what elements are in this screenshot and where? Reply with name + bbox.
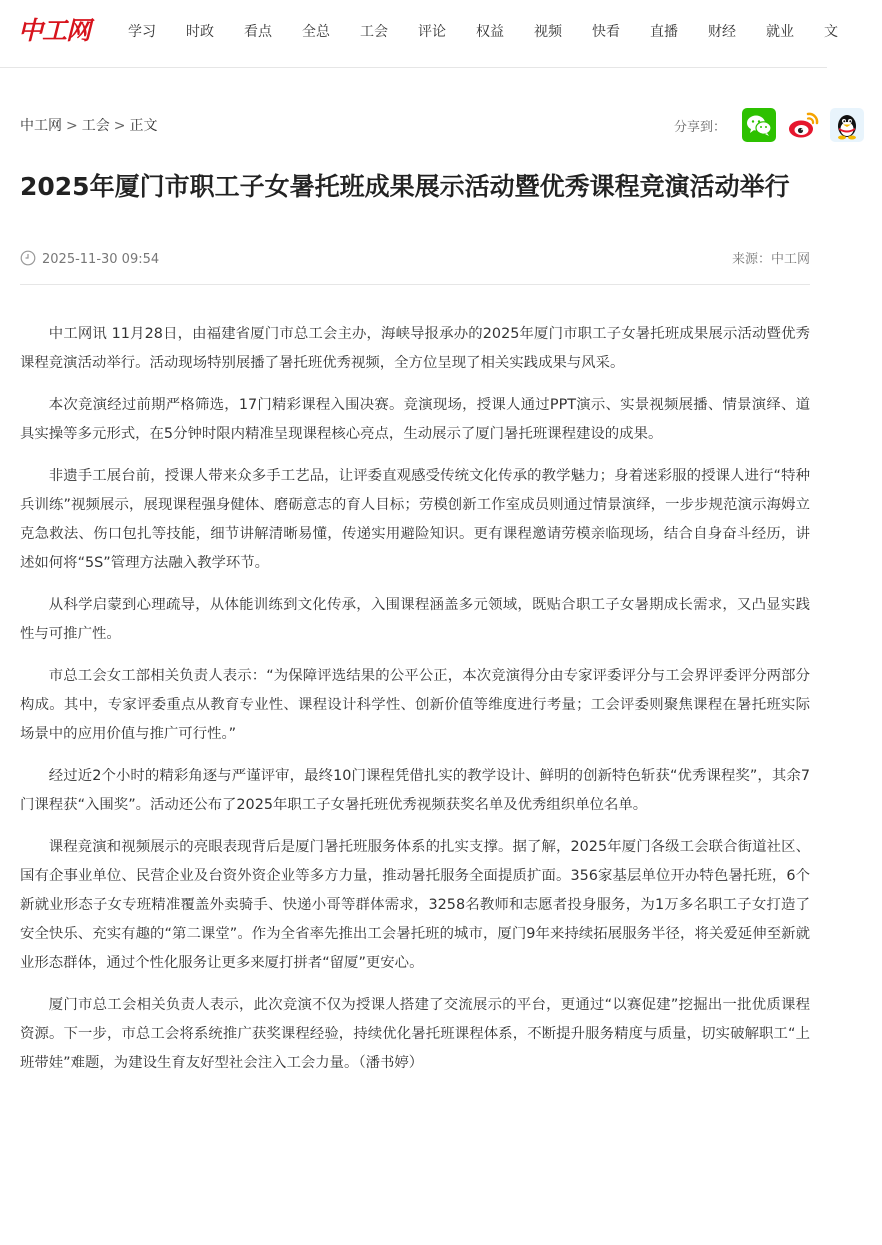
article-title: 2025年厦门市职工子女暑托班成果展示活动暨优秀课程竞演活动举行	[20, 172, 790, 201]
article-paragraph: 中工网讯 11月28日，由福建省厦门市总工会主办，海峡导报承办的2025年厦门市职工子女暑托班成果展示活动暨优秀课程竞演活动举行。活动现场特别展播了暑托班优秀视频，全方位呈现了相关实践成果与风采。	[20, 326, 810, 371]
site-logo[interactable]: 中工网	[18, 16, 91, 45]
article-paragraph: 经过近2个小时的精彩角逐与严谨评审，最终10门课程凭借扎实的教学设计、鲜明的创新特色斩获“优秀课程奖”，其余7门课程获“入围奖”。活动还公布了2025年职工子女暑托班优秀视频获奖名单及优秀组织单位名单。	[20, 768, 810, 813]
nav-item-highlights[interactable]: 看点	[244, 24, 272, 40]
wechat-icon[interactable]	[742, 108, 776, 142]
breadcrumb-section[interactable]: 工会	[81, 118, 110, 134]
nav-item-employment[interactable]: 就业	[766, 24, 794, 40]
publish-date: 2025-11-30 09:54	[42, 252, 160, 267]
article-paragraph: 课程竞演和视频展示的亮眼表现背后是厦门暑托班服务体系的扎实支撑。据了解，2025年厦门各级工会联合街道社区、国有企事业单位、民营企业及台资外资企业等多方力量，推动暑托服务全面提质扩面。356家基层单位开办特色暑托班，6个新就业形态子女专班精准覆盖外卖骑手、快递小哥等群体需求，3258名教师和志愿者投身服务，为1万多名职工子女打造了安全快乐、充实有趣的“第二课堂”。作为全省率先推出工会暑托班的城市，厦门9年来持续拓展服务半径，将关爱延伸至新就业形态群体，通过个性化服务让更多来厦打拼者“留厦”更安心。	[20, 839, 810, 971]
article-meta	[20, 250, 810, 270]
article-paragraph: 本次竞演经过前期严格筛选，17门精彩课程入围决赛。竞演现场，授课人通过PPT演示、实景视频展播、情景演绎、道具实操等多元形式，在5分钟时限内精准呈现课程核心亮点，生动展示了厦门暑托班课程建设的成果。	[20, 397, 810, 442]
article-paragraph: 厦门市总工会相关负责人表示，此次竞演不仅为授课人搭建了交流展示的平台，更通过“以赛促建”挖掘出一批优质课程资源。下一步，市总工会将系统推广获奖课程经验，持续优化暑托班课程体系，不断提升服务精度与质量，切实破解职工“上班带娃”难题，为建设生育友好型社会注入工会力量。（潘书婷）	[20, 997, 810, 1071]
breadcrumb-separator: >	[113, 118, 126, 134]
clock-icon	[20, 250, 36, 266]
breadcrumb	[20, 116, 157, 136]
qq-icon[interactable]	[830, 108, 864, 142]
article-source: 来源：中工网	[731, 252, 810, 267]
share-label: 分享到：	[673, 119, 726, 135]
nav-item-union[interactable]: 工会	[360, 24, 388, 40]
article-paragraph: 非遗手工展台前，授课人带来众多手工艺品，让评委直观感受传统文化传承的教学魅力；身着迷彩服的授课人进行“特种兵训练”视频展示，展现课程强身健体、磨砺意志的育人目标；劳模创新工作室成员则通过情景演绎，一步步规范演示海姆立克急救法、伤口包扎等技能，细节讲解清晰易懂，传递实用避险知识。更有课程邀请劳模亲临现场，结合自身奋斗经历，讲述如何将“5S”管理方法融入教学环节。	[20, 468, 810, 571]
nav-item-live[interactable]: 直播	[650, 24, 678, 40]
nav-item-quick-view[interactable]: 快看	[592, 24, 620, 40]
breadcrumb-separator: >	[66, 118, 78, 134]
main-nav	[128, 22, 882, 42]
nav-item-rights[interactable]: 权益	[476, 24, 504, 40]
nav-item-study[interactable]: 学习	[128, 24, 156, 40]
nav-item-politics[interactable]: 时政	[186, 24, 214, 40]
nav-item-video[interactable]: 视频	[534, 24, 562, 40]
header-divider	[20, 284, 810, 285]
breadcrumb-current: 正文	[129, 118, 158, 134]
article-paragraph: 从科学启蒙到心理疏导，从体能训练到文化传承，入围课程涵盖多元领域，既贴合职工子女暑期成长需求，又凸显实践性与可推广性。	[20, 597, 810, 642]
share-bar	[674, 108, 864, 142]
article-paragraph: 市总工会女工部相关负责人表示：“为保障评选结果的公平公正，本次竞演得分由专家评委评分与工会界评委评分两部分构成。其中，专家评委重点从教育专业性、课程设计科学性、创新价值等维度进行考量；工会评委则聚焦课程在暑托班实际场景中的应用价值与推广可行性。”	[20, 668, 810, 742]
nav-item-culture[interactable]: 文	[824, 24, 838, 40]
nav-item-finance[interactable]: 财经	[708, 24, 736, 40]
article-body	[20, 320, 810, 1091]
nav-item-acftu[interactable]: 全总	[302, 24, 330, 40]
breadcrumb-home[interactable]: 中工网	[20, 118, 62, 134]
top-navigation-bar	[0, 0, 838, 68]
nav-item-commentary[interactable]: 评论	[418, 24, 446, 40]
weibo-icon[interactable]	[786, 108, 820, 142]
